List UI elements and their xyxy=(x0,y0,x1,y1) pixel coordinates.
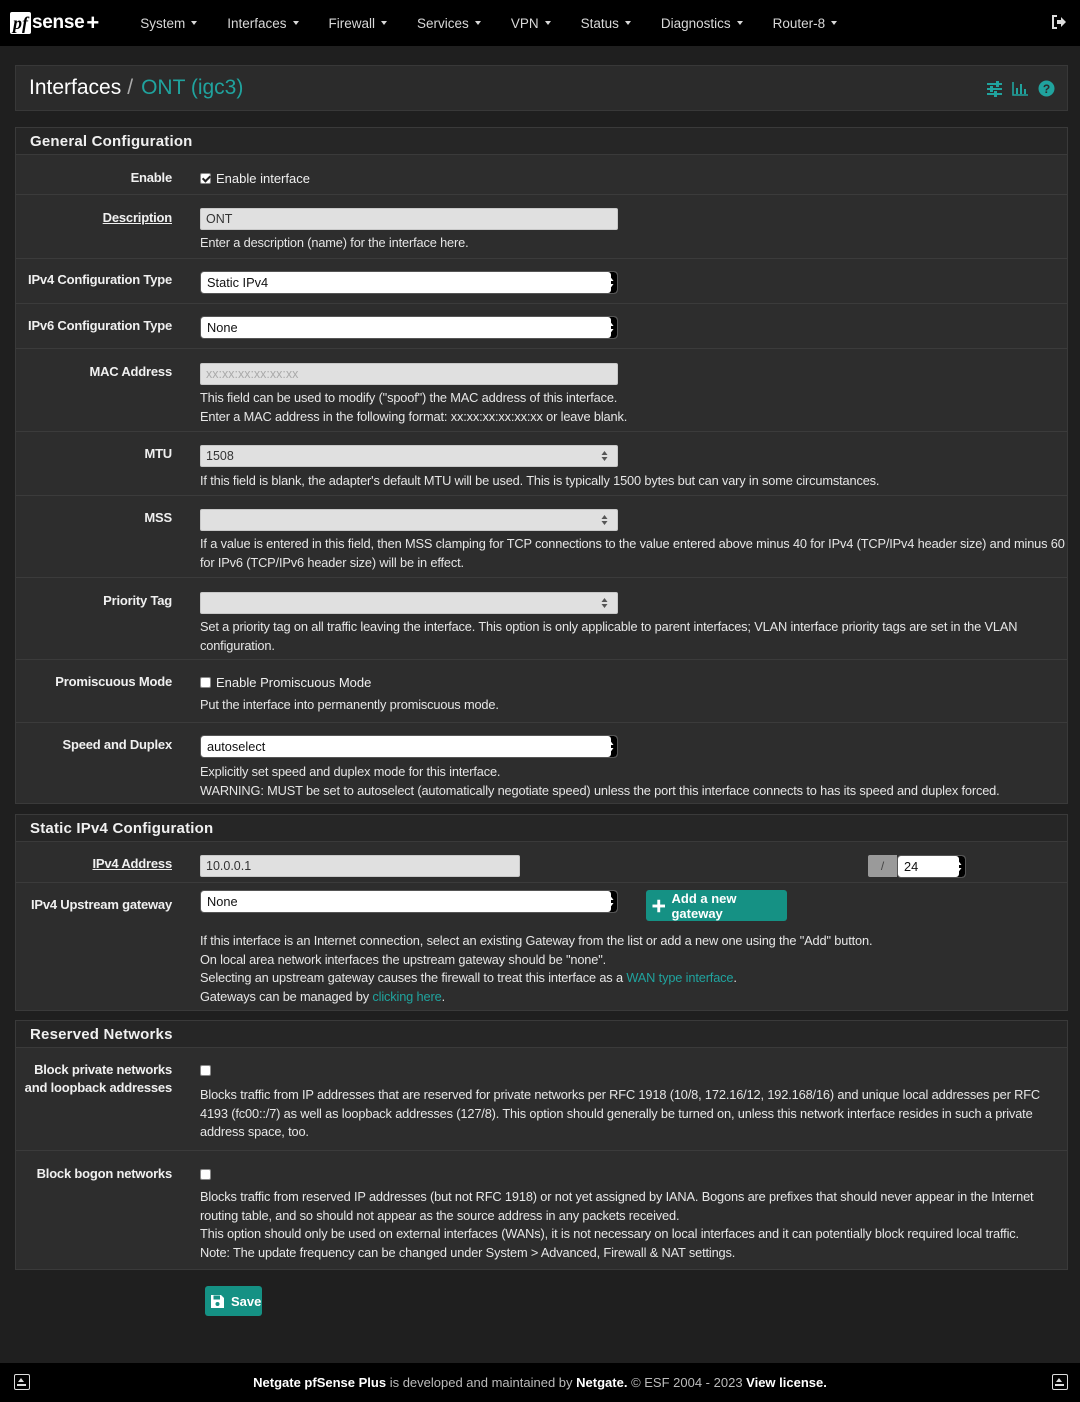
input-value: 1508 xyxy=(206,449,234,463)
menu-router[interactable] xyxy=(758,0,853,46)
caret-down-icon xyxy=(381,21,387,25)
help-line: On local area network interfaces the upstream gateway should be "none". xyxy=(200,951,607,967)
logo-plus: + xyxy=(86,10,100,35)
menu-label: Router-8 xyxy=(772,15,826,31)
select-arrows-icon xyxy=(607,320,614,335)
row-block-bogon xyxy=(16,1150,1067,1269)
block-bogon-checkbox[interactable] xyxy=(200,1169,211,1180)
logo-pf: pf xyxy=(10,12,31,34)
menu-label: Firewall xyxy=(328,15,376,31)
help-text xyxy=(200,932,1065,1006)
caret-down-icon xyxy=(293,21,299,25)
help-text xyxy=(200,1188,1065,1262)
help-text xyxy=(200,763,1065,800)
field-label: Enable xyxy=(130,170,172,185)
select-arrows-icon xyxy=(607,894,614,909)
menu-diagnostics[interactable] xyxy=(646,0,758,46)
caret-down-icon xyxy=(625,21,631,25)
menu-label: Status xyxy=(580,15,619,31)
save-button[interactable] xyxy=(205,1286,262,1316)
help-text: Blocks traffic from IP addresses that are reserved for private networks per RFC 1918 (10/8, 172.16/12, 192.168/16) and unique local addresses per RFC 4193 (fc00::/7) as well as loopback addresses (127/8). This option should generally be turned on, unless this network interface resides in such a private address space, too. xyxy=(200,1087,1041,1139)
row-ipv4-address xyxy=(16,843,1067,882)
menu-system[interactable] xyxy=(125,0,212,46)
help-line: Blocks traffic from reserved IP addresses (but not RFC 1918) or not yet assigned by IANA. Bogons are prefixes that should never appear in the Internet routing table, and so should not appear as the source address in any packets received. xyxy=(200,1189,1034,1223)
help-text: Put the interface into permanently promiscuous mode. xyxy=(200,697,499,712)
description-input[interactable]: ONT xyxy=(200,208,618,230)
select-value: None xyxy=(207,320,238,335)
enable-control xyxy=(200,170,310,186)
mss-input[interactable] xyxy=(200,509,618,531)
field-label xyxy=(12,1061,172,1097)
promiscuous-control xyxy=(200,674,371,690)
svg-text:?: ? xyxy=(1042,82,1051,96)
select-arrows-icon xyxy=(607,275,614,290)
speed-duplex-select[interactable] xyxy=(200,735,618,758)
block-bogon-control xyxy=(200,1166,211,1181)
sliders-icon[interactable] xyxy=(986,80,1003,97)
menu-interfaces[interactable] xyxy=(212,0,313,46)
field-label: Description xyxy=(102,210,172,225)
label-line: and loopback addresses xyxy=(24,1080,172,1095)
help-text-fragment: . xyxy=(441,988,445,1004)
panel-heading: Static IPv4 Configuration xyxy=(16,815,1067,842)
breadcrumb-root[interactable]: Interfaces xyxy=(29,76,122,99)
field-label: IPv4 Configuration Type xyxy=(28,272,172,287)
ipv4-address-input[interactable]: 10.0.0.1 xyxy=(200,855,520,877)
menu-label: Diagnostics xyxy=(660,15,731,31)
caret-down-icon xyxy=(191,21,197,25)
select-value: 24 xyxy=(904,859,919,874)
help-text: If this field is blank, the adapter's default MTU will be used. This is typically 1500 bytes but can vary in some circumstances. xyxy=(200,473,880,488)
logo-sense: sense xyxy=(32,12,85,33)
help-text: Set a priority tag on all traffic leaving the interface. This option is only applicable to parent interfaces; VLAN interface priority tags are set in the VLAN configuration. xyxy=(200,619,1018,653)
caret-down-icon xyxy=(545,21,551,25)
block-private-control xyxy=(200,1062,211,1077)
wan-type-interface-link[interactable]: WAN type interface xyxy=(626,970,734,985)
menu-services[interactable] xyxy=(402,0,496,46)
button-label: Add a new gateway xyxy=(671,890,737,921)
add-gateway-button[interactable] xyxy=(646,890,787,921)
bar-chart-icon[interactable] xyxy=(1012,80,1029,97)
row-mac-address xyxy=(16,348,1067,431)
field-label: MSS xyxy=(144,510,172,525)
checkbox-label: Enable Promiscuous Mode xyxy=(216,675,372,691)
caret-down-icon xyxy=(831,21,837,25)
menu-firewall[interactable] xyxy=(314,0,403,46)
spinner-icon[interactable] xyxy=(601,450,608,462)
mtu-input[interactable] xyxy=(200,445,618,467)
spinner-icon[interactable] xyxy=(601,514,608,526)
row-promiscuous-mode xyxy=(16,659,1067,722)
breadcrumb-current[interactable]: ONT (igc3) xyxy=(141,76,244,99)
caret-down-icon xyxy=(737,21,743,25)
field-label: IPv6 Configuration Type xyxy=(28,318,172,333)
row-enable xyxy=(16,156,1067,194)
cidr-slash: / xyxy=(868,855,897,877)
field-label: Promiscuous Mode xyxy=(55,674,172,689)
ipv6-type-select[interactable] xyxy=(200,316,618,339)
field-label: IPv4 Upstream gateway xyxy=(30,897,172,912)
menu-label: VPN xyxy=(510,15,539,31)
field-label: Block bogon networks xyxy=(36,1166,172,1181)
help-text: Enter a description (name) for the interface here. xyxy=(200,235,469,250)
plus-icon xyxy=(652,899,665,913)
menu-label: Services xyxy=(417,15,469,31)
logout-icon[interactable] xyxy=(1050,13,1068,31)
row-description xyxy=(16,194,1067,258)
checkbox-label: Enable interface xyxy=(216,171,310,187)
select-arrows-icon xyxy=(955,859,962,874)
spinner-icon[interactable] xyxy=(601,597,608,609)
manage-gateways-link[interactable]: clicking here xyxy=(372,988,442,1004)
help-line xyxy=(200,988,1065,1007)
promiscuous-mode-checkbox[interactable] xyxy=(200,677,211,688)
button-label: Save xyxy=(231,1293,262,1309)
help-line xyxy=(200,969,1065,988)
cidr-select[interactable] xyxy=(897,855,966,878)
row-priority-tag xyxy=(16,577,1067,659)
row-ipv4-type xyxy=(16,258,1067,303)
footer-product: Netgate pfSense Plus xyxy=(253,1375,387,1390)
ipv4-type-select[interactable] xyxy=(200,271,618,294)
select-value: Static IPv4 xyxy=(207,275,269,290)
help-text xyxy=(200,389,1065,426)
help-line: This option should only be used on external interfaces (WANs), it is not necessary on local interfaces and it can potentially block required local traffic. xyxy=(200,1226,1019,1241)
menu-label: System xyxy=(140,15,186,31)
breadcrumb-icons xyxy=(986,80,1055,97)
main-menu xyxy=(125,0,852,46)
caret-down-icon xyxy=(475,21,481,25)
pfsense-logo[interactable] xyxy=(10,10,99,36)
top-navbar xyxy=(0,0,1080,46)
help-line: Note: The update frequency can be changed under System > Advanced, Firewall & NAT settings. xyxy=(200,1244,736,1260)
help-text: If a value is entered in this field, then MSS clamping for TCP connections to the value entered above minus 40 for IPv4 (TCP/IPv4 header size) and minus 60 for IPv6 (TCP/IPv6 header size) will be in effect. xyxy=(200,536,1065,570)
upstream-gateway-select[interactable] xyxy=(200,890,618,913)
row-block-private xyxy=(16,1049,1067,1150)
general-configuration-panel xyxy=(15,127,1068,804)
panel-heading: General Configuration xyxy=(16,128,1067,155)
reserved-networks-panel xyxy=(15,1020,1068,1270)
help-line: Explicitly set speed and duplex mode for this interface. xyxy=(200,764,501,779)
footer-mid: is developed and maintained by xyxy=(386,1375,577,1390)
help-text-fragment: . xyxy=(733,970,737,985)
priority-tag-input[interactable] xyxy=(200,592,618,614)
field-label: IPv4 Address xyxy=(92,856,172,871)
field-label: MTU xyxy=(144,446,172,461)
floppy-disk-icon xyxy=(210,1294,225,1309)
select-arrows-icon xyxy=(607,739,614,754)
view-license-link[interactable]: View license. xyxy=(746,1375,827,1390)
breadcrumb xyxy=(15,65,1068,111)
select-value: autoselect xyxy=(207,739,266,754)
field-label: Priority Tag xyxy=(103,593,172,608)
help-text-fragment: Selecting an upstream gateway causes the firewall to treat this interface as a xyxy=(200,970,627,985)
help-line: If this interface is an Internet connection, select an existing Gateway from the list or add a new one using the "Add" button. xyxy=(200,933,873,948)
help-line: Enter a MAC address in the following format: xx:xx:xx:xx:xx:xx or leave blank. xyxy=(200,408,628,424)
row-speed-duplex xyxy=(16,722,1067,804)
static-ipv4-panel xyxy=(15,814,1068,1011)
scroll-top-icon[interactable] xyxy=(14,1374,30,1390)
help-line: This field can be used to modify ("spoof") the MAC address of this interface. xyxy=(200,390,618,405)
footer-company-link[interactable]: Netgate. xyxy=(576,1375,628,1390)
breadcrumb-separator: / xyxy=(127,76,134,99)
field-label: Speed and Duplex xyxy=(62,737,172,752)
scroll-top-icon-right[interactable] xyxy=(1052,1374,1068,1390)
row-upstream-gateway xyxy=(16,882,1067,1011)
menu-status[interactable] xyxy=(566,0,646,46)
label-line: Block private networks xyxy=(34,1062,172,1077)
mac-address-input[interactable]: xx:xx:xx:xx:xx:xx xyxy=(200,363,618,385)
block-private-checkbox[interactable] xyxy=(200,1065,211,1076)
menu-vpn[interactable] xyxy=(496,0,566,46)
help-icon[interactable] xyxy=(1038,80,1055,97)
footer-copyright: © ESF 2004 - 2023 xyxy=(627,1375,747,1390)
row-ipv6-type xyxy=(16,303,1067,348)
menu-label: Interfaces xyxy=(227,15,287,31)
enable-interface-checkbox[interactable] xyxy=(200,173,211,184)
help-text-fragment: Gateways can be managed by xyxy=(200,988,373,1004)
help-line: WARNING: MUST be set to autoselect (automatically negotiate speed) unless the port this interface connects to has its speed and duplex forced. xyxy=(200,782,1000,798)
field-label: MAC Address xyxy=(89,364,172,379)
panel-heading: Reserved Networks xyxy=(16,1021,1067,1048)
footer xyxy=(0,1363,1080,1402)
row-mtu xyxy=(16,431,1067,495)
footer-text xyxy=(253,1375,827,1390)
row-mss xyxy=(16,495,1067,577)
select-value: None xyxy=(207,894,238,909)
